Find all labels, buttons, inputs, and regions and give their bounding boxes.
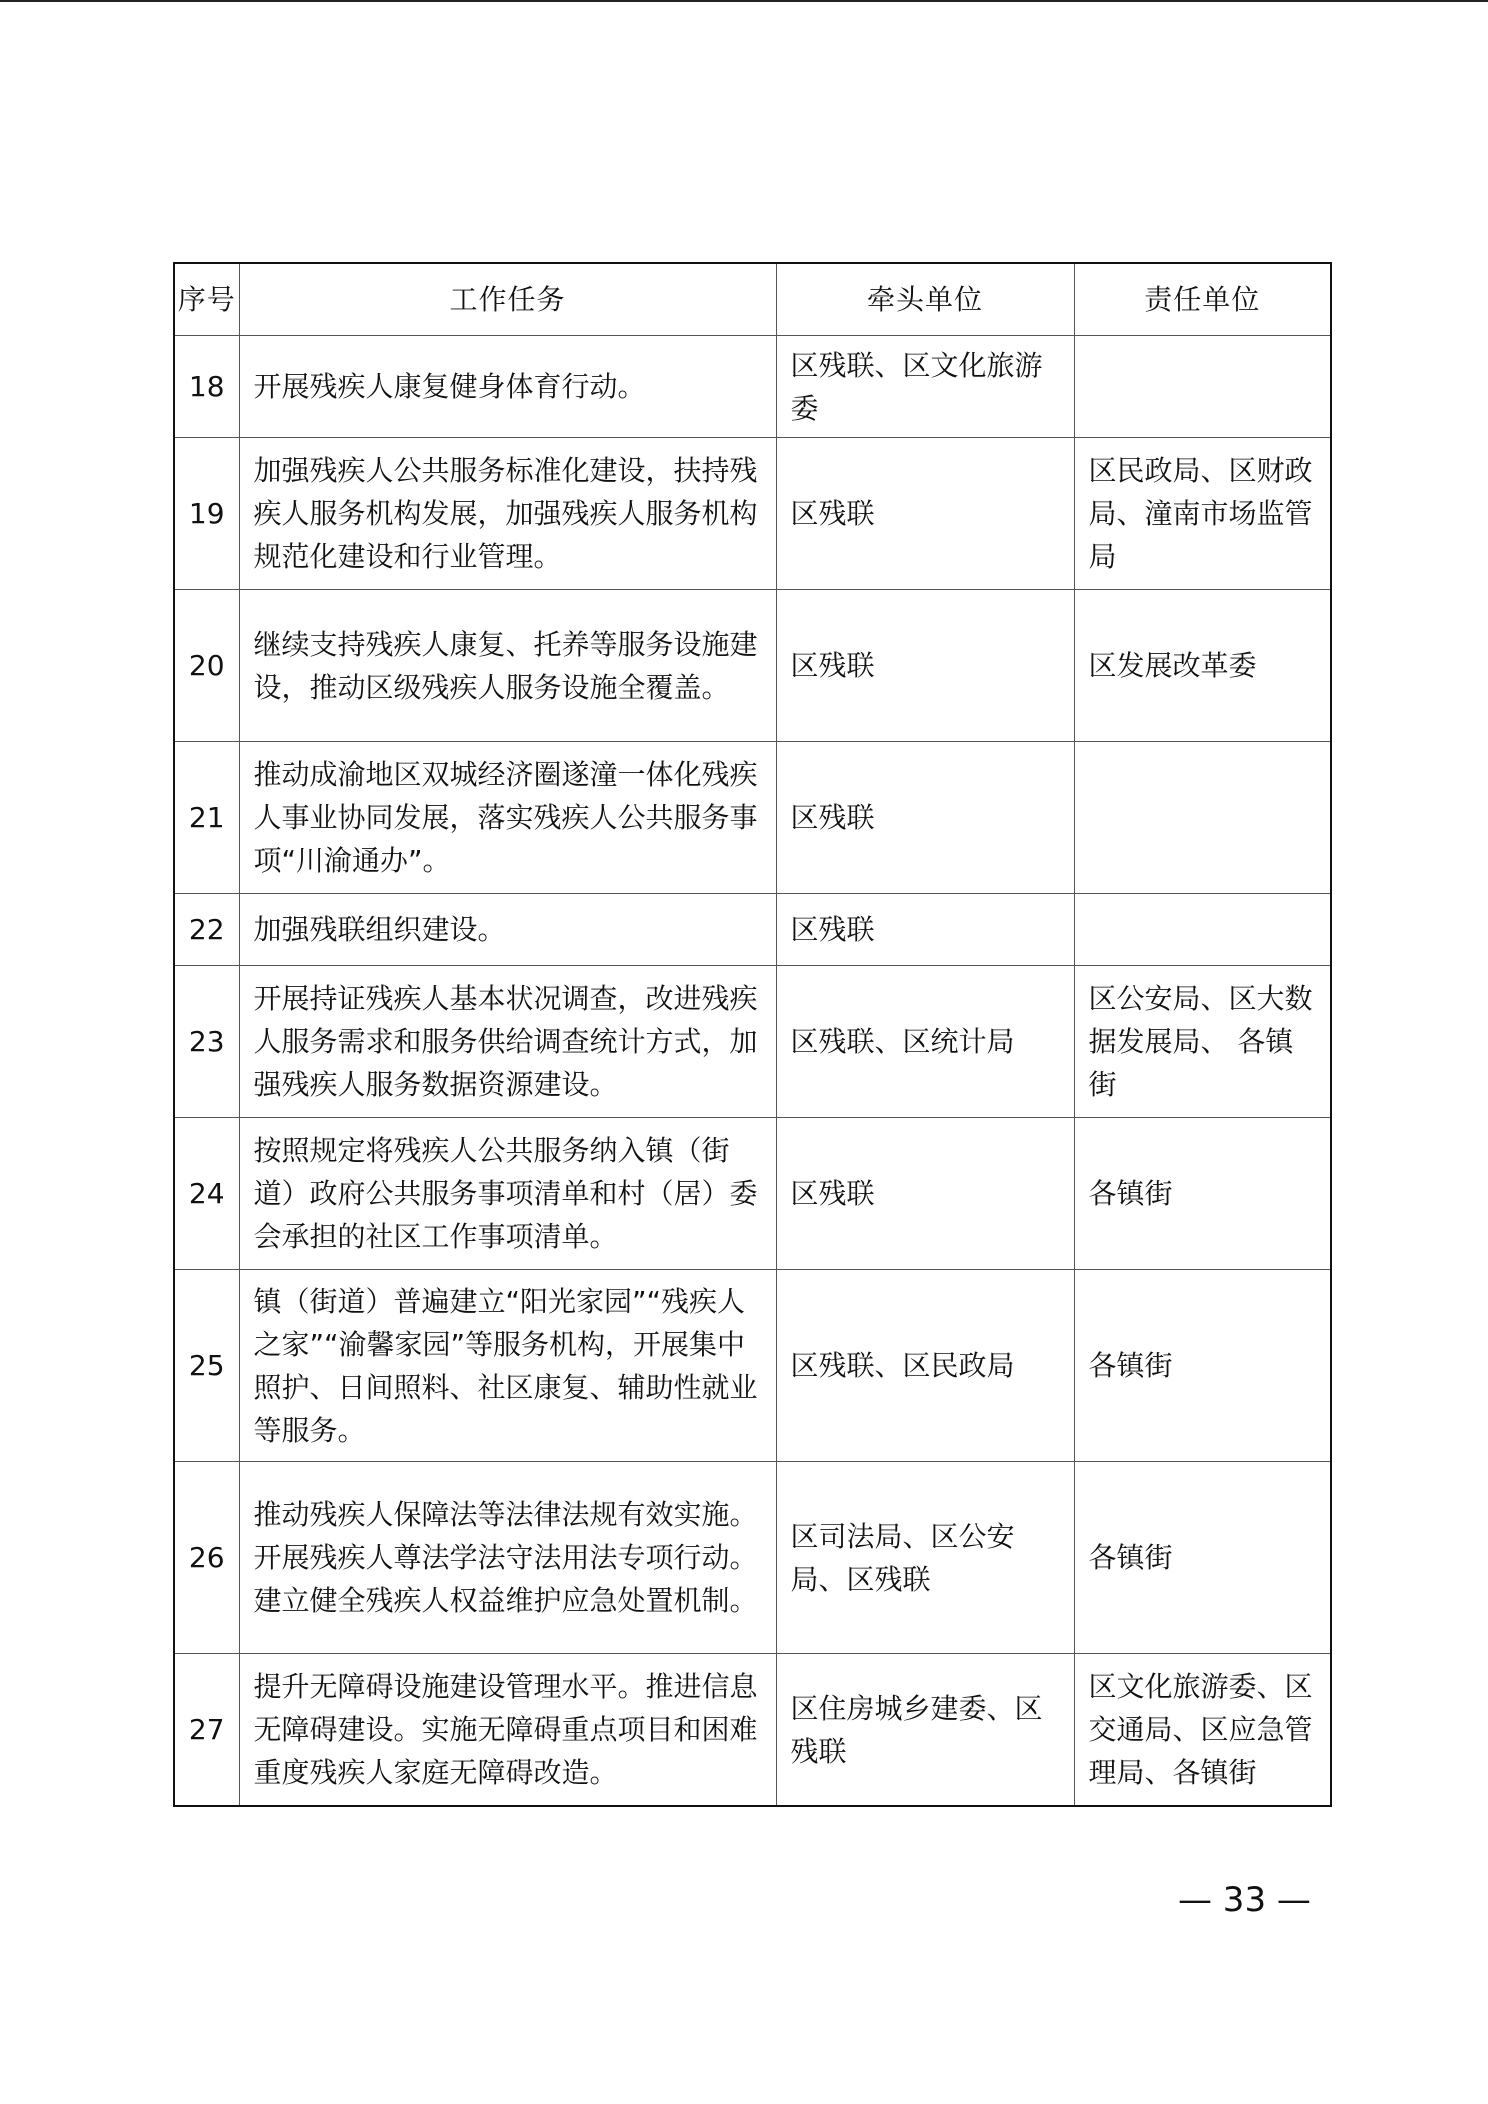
row-task: 加强残联组织建设。: [239, 894, 776, 966]
row-responsible-unit: 各镇街: [1074, 1270, 1331, 1462]
row-lead-unit: 区残联: [776, 894, 1074, 966]
row-number: 19: [174, 438, 239, 590]
row-number: 26: [174, 1462, 239, 1654]
table-row: [174, 742, 1331, 894]
row-number: 20: [174, 590, 239, 742]
row-responsible-unit: [1074, 894, 1331, 966]
row-responsible-unit: [1074, 336, 1331, 438]
row-task: 按照规定将残疾人公共服务纳入镇（街道）政府公共服务事项清单和村（居）委会承担的社区工作事项清单。: [239, 1118, 776, 1270]
row-number: 22: [174, 894, 239, 966]
row-lead-unit: 区司法局、区公安局、区残联: [776, 1462, 1074, 1654]
row-number: 18: [174, 336, 239, 438]
row-number: 25: [174, 1270, 239, 1462]
row-task: 开展残疾人康复健身体育行动。: [239, 336, 776, 438]
row-task: 推动成渝地区双城经济圈遂潼一体化残疾人事业协同发展，落实残疾人公共服务事项“川渝通办”。: [239, 742, 776, 894]
row-lead-unit: 区住房城乡建委、区残联: [776, 1654, 1074, 1807]
row-number: 21: [174, 742, 239, 894]
table-header-row: [174, 263, 1331, 336]
task-table: [173, 262, 1332, 1807]
table-row: [174, 438, 1331, 590]
row-number: 23: [174, 966, 239, 1118]
row-lead-unit: 区残联、区民政局: [776, 1270, 1074, 1462]
row-task: 加强残疾人公共服务标准化建设，扶持残疾人服务机构发展，加强残疾人服务机构规范化建设和行业管理。: [239, 438, 776, 590]
table-row: [174, 1462, 1331, 1654]
table-row: [174, 1118, 1331, 1270]
header-task: 工作任务: [239, 263, 776, 336]
header-number: 序号: [174, 263, 239, 336]
row-lead-unit: 区残联: [776, 1118, 1074, 1270]
row-responsible-unit: 各镇街: [1074, 1118, 1331, 1270]
row-responsible-unit: 区公安局、区大数据发展局、 各镇街: [1074, 966, 1331, 1118]
row-task: 开展持证残疾人基本状况调查，改进残疾人服务需求和服务供给调查统计方式，加强残疾人服务数据资源建设。: [239, 966, 776, 1118]
header-lead-unit: 牵头单位: [776, 263, 1074, 336]
row-responsible-unit: 区文化旅游委、区交通局、区应急管理局、各镇街: [1074, 1654, 1331, 1807]
row-lead-unit: 区残联: [776, 438, 1074, 590]
table-row: [174, 1270, 1331, 1462]
row-responsible-unit: 区发展改革委: [1074, 590, 1331, 742]
table-row: [174, 336, 1331, 438]
row-responsible-unit: [1074, 742, 1331, 894]
row-lead-unit: 区残联: [776, 742, 1074, 894]
row-lead-unit: 区残联、区文化旅游委: [776, 336, 1074, 438]
row-task: 继续支持残疾人康复、托养等服务设施建设，推动区级残疾人服务设施全覆盖。: [239, 590, 776, 742]
row-number: 24: [174, 1118, 239, 1270]
row-lead-unit: 区残联、区统计局: [776, 966, 1074, 1118]
header-responsible-unit: 责任单位: [1074, 263, 1331, 336]
table-row: [174, 1654, 1331, 1807]
row-task: 镇（街道）普遍建立“阳光家园”“残疾人之家”“渝馨家园”等服务机构，开展集中照护、日间照料、社区康复、辅助性就业等服务。: [239, 1270, 776, 1462]
row-responsible-unit: 区民政局、区财政局、潼南市场监管局: [1074, 438, 1331, 590]
row-responsible-unit: 各镇街: [1074, 1462, 1331, 1654]
table-row: [174, 590, 1331, 742]
table-row: [174, 894, 1331, 966]
top-border-line: [0, 0, 1488, 2]
row-number: 27: [174, 1654, 239, 1807]
table-row: [174, 966, 1331, 1118]
row-task: 提升无障碍设施建设管理水平。推进信息无障碍建设。实施无障碍重点项目和困难重度残疾人家庭无障碍改造。: [239, 1654, 776, 1807]
page-number: — 33 —: [1178, 1880, 1311, 1920]
row-task: 推动残疾人保障法等法律法规有效实施。开展残疾人尊法学法守法用法专项行动。建立健全残疾人权益维护应急处置机制。: [239, 1462, 776, 1654]
row-lead-unit: 区残联: [776, 590, 1074, 742]
